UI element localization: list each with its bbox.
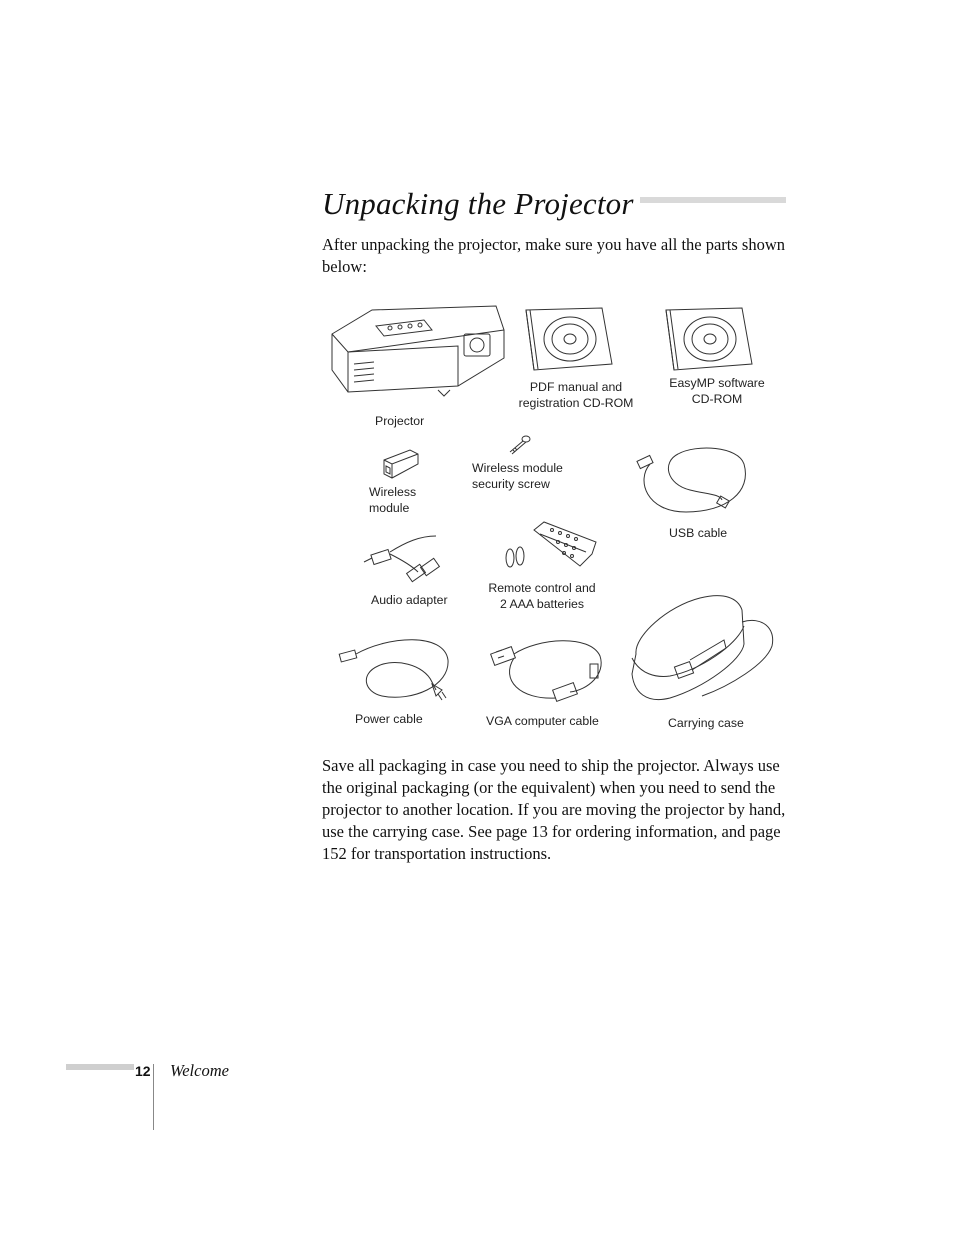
usb-cable-caption: USB cable <box>669 526 728 540</box>
carrying-case-illustration <box>626 592 780 708</box>
wireless-module-illustration <box>380 446 422 482</box>
audio-adapter-caption: Audio adapter <box>371 593 448 607</box>
power-cable-caption: Power cable <box>355 712 423 726</box>
footer-divider <box>153 1064 154 1130</box>
footer-section-name: Welcome <box>170 1061 229 1080</box>
audio-adapter-illustration <box>362 532 446 584</box>
pdf-cd-caption: PDF manual and registration CD-ROM <box>518 380 634 410</box>
vga-cable-illustration <box>490 634 606 708</box>
parts-figure <box>320 300 790 740</box>
vga-cable-caption: VGA computer cable <box>486 714 599 728</box>
projector-illustration <box>328 304 506 398</box>
security-screw-illustration <box>506 434 532 456</box>
power-cable-illustration <box>338 630 452 706</box>
pdf-cd-illustration <box>520 306 620 374</box>
page-number: 12 <box>135 1063 151 1079</box>
security-screw-caption: Wireless module security screw <box>472 461 563 491</box>
closing-paragraph: Save all packaging in case you need to ship the projector. Always use the original packaging (or the equivalent) when you need to send the projector to another location. If you are moving the projector by hand, use the carrying case. See page 13 for ordering information, and page 152 for transportation instructions. <box>322 756 786 863</box>
usb-cable-illustration <box>626 440 756 520</box>
page-title: Unpacking the Projector <box>322 186 640 222</box>
remote-caption: Remote control and 2 AAA batteries <box>488 581 596 611</box>
carrying-case-caption: Carrying case <box>668 716 744 730</box>
wireless-module-caption: Wireless module <box>369 485 417 515</box>
intro-paragraph: After unpacking the projector, make sure you have all the parts shown below: <box>322 235 786 276</box>
easymp-cd-illustration <box>662 306 762 374</box>
projector-caption: Projector <box>375 414 425 428</box>
easymp-cd-caption: EasyMP software CD-ROM <box>669 376 765 406</box>
remote-illustration <box>500 520 600 572</box>
